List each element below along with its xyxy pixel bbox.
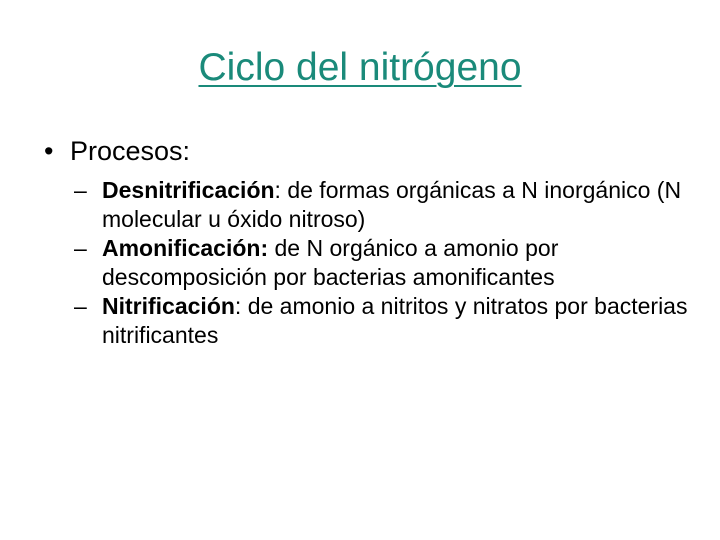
term-amonificacion: Amonificación: xyxy=(102,235,269,261)
bullet-text: Procesos: xyxy=(70,136,191,166)
process-list xyxy=(74,176,714,350)
slide-title: Ciclo del nitrógeno xyxy=(198,46,522,89)
term-nitrificacion: Nitrificación xyxy=(102,293,235,319)
desc-desnitrificacion: : de formas orgánicas a N inorgánico (N molecular u óxido nitroso) xyxy=(102,177,682,232)
list-item-desnitrificacion xyxy=(74,176,714,234)
list-item-amonificacion xyxy=(74,234,714,292)
dash-marker: – xyxy=(74,235,87,261)
dash-marker: – xyxy=(74,177,87,203)
desc-nitrificacion: : de amonio a nitritos y nitratos por bacterias nitrificantes xyxy=(102,293,688,348)
term-desnitrificacion: Desnitrificación xyxy=(102,177,275,203)
list-item-nitrificacion xyxy=(74,292,714,350)
desc-amonificacion: de N orgánico a amonio por descomposición por bacterias amonificantes xyxy=(102,235,559,290)
bullet-marker: • xyxy=(44,136,54,166)
dash-marker: – xyxy=(74,293,87,319)
bullet-procesos xyxy=(44,134,190,168)
